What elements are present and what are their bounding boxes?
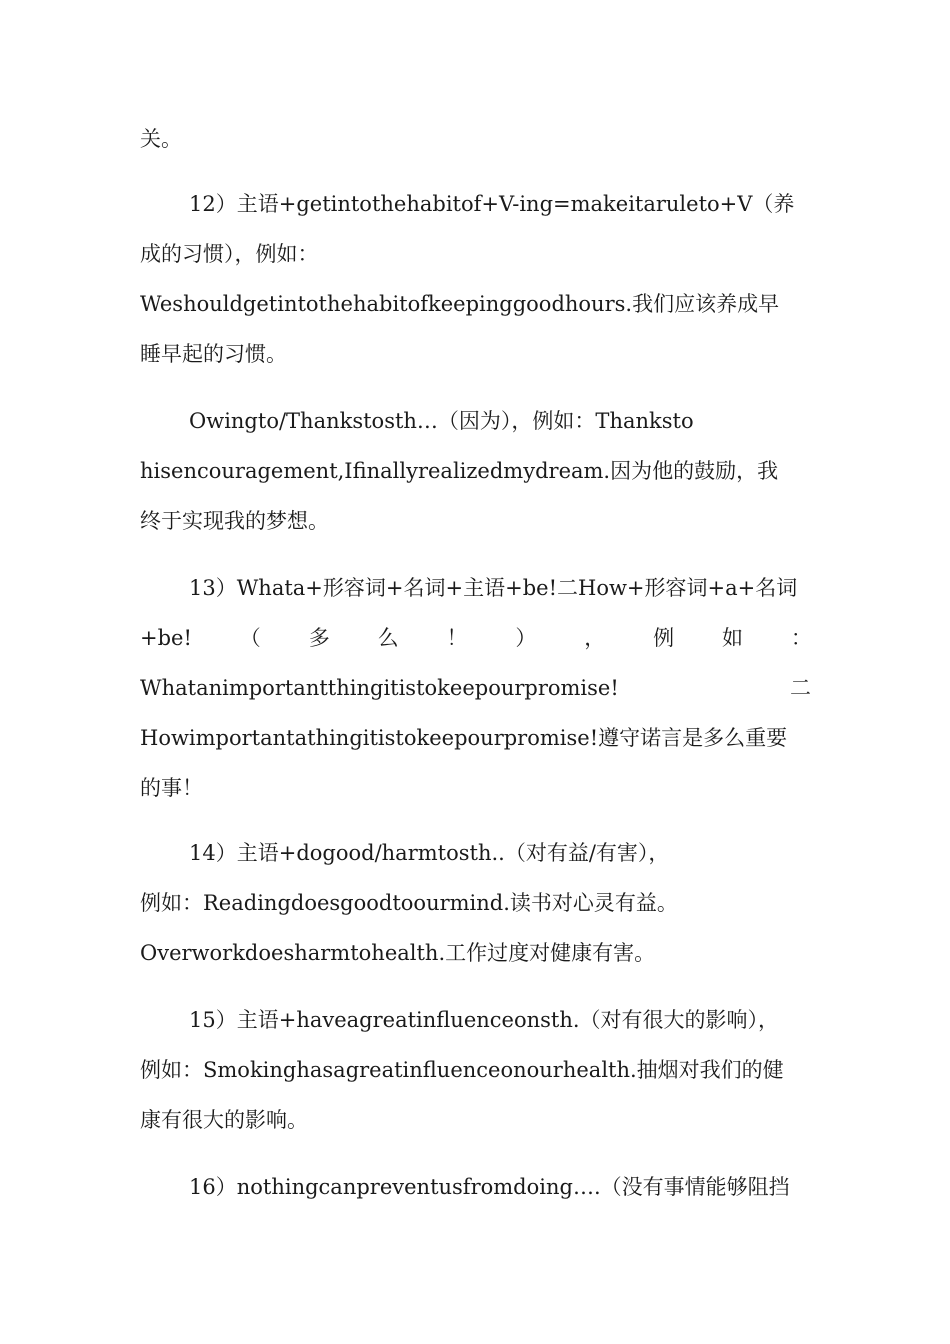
text-line: 的事！ (140, 776, 203, 800)
text-line: 16）nothingcanpreventusfromdoing….（没有事情能够阻挡 (189, 1175, 790, 1199)
text-fragment: （ (239, 626, 261, 650)
text-line: 关。 (140, 127, 182, 151)
text-fragment: 多 (308, 626, 330, 650)
text-fragment: 如 (722, 626, 744, 650)
text-line: 13）Whata+形容词+名词+主语+be!二How+形容词+a+名词 (189, 576, 798, 600)
text-fragment: ） (515, 626, 537, 650)
text-line: Weshouldgetintothehabitofkeepinggoodhours.我们应该养成早 (140, 292, 780, 316)
text-fragment: +be! (140, 626, 192, 650)
text-fragment: ： (790, 626, 812, 650)
text-line: 例如：Smokinghasagreatinfluenceonourhealth.抽烟对我们的健 (140, 1058, 784, 1082)
text-line: Overworkdoesharmtohealth.工作过度对健康有害。 (140, 941, 656, 965)
text-line: hisencouragement,Ifinallyrealizedmydream.因为他的鼓励，我 (140, 459, 779, 483)
text-fragment: 例 (653, 626, 675, 650)
text-line: 14）主语+dogood/harmtosth..（对有益/有害）， (189, 841, 670, 865)
text-fragment: ， (584, 626, 606, 650)
text-line: Whatanimportantthingitistokeepourpromise! (140, 676, 619, 700)
text-line: 终于实现我的梦想。 (140, 509, 329, 533)
text-fragment: 么 (377, 626, 399, 650)
text-line: 睡早起的习惯。 (140, 342, 287, 366)
text-line: 成的习惯），例如： (140, 242, 319, 266)
text-line: 康有很大的影响。 (140, 1108, 308, 1132)
text-line: Owingto/Thankstosth…（因为），例如：Thanksto (189, 409, 694, 433)
text-line: 15）主语+haveagreatinfluenceonsth.（对有很大的影响）， (189, 1008, 780, 1032)
text-line: 例如：Readingdoesgoodtoourmind.读书对心灵有益。 (140, 891, 678, 915)
text-line: Howimportantathingitistokeepourpromise!遵守诺言是多么重要 (140, 726, 788, 750)
text-fragment: ！ (446, 626, 468, 650)
text-line: 12）主语+getintothehabitof+V-ing=makeitaruleto+V（养 (189, 192, 795, 216)
justified-line (140, 623, 812, 653)
text-fragment: 二 (790, 676, 811, 700)
